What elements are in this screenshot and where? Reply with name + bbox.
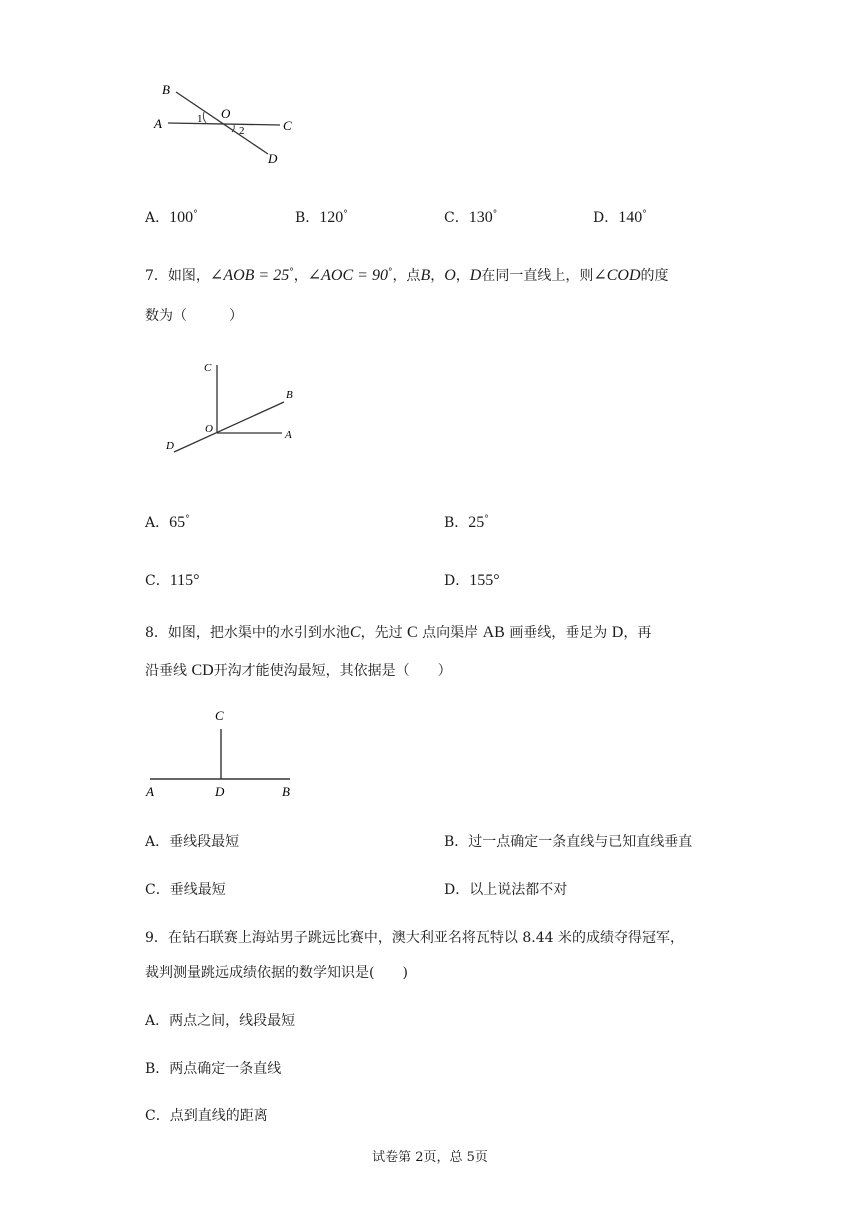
arc-angle1 bbox=[203, 112, 206, 123]
q7-option-a[interactable] bbox=[145, 512, 190, 532]
q8-option-d[interactable]: D．以上说法都不对 bbox=[444, 882, 568, 898]
q9-option-a[interactable]: A．两点之间，线段最短 bbox=[145, 1013, 296, 1029]
segment-cd: CD bbox=[191, 662, 214, 679]
option-value: 65 bbox=[169, 514, 186, 531]
text: 点向渠岸 bbox=[422, 625, 479, 641]
option-letter: D． bbox=[593, 210, 619, 226]
line-bd bbox=[174, 402, 284, 452]
text: ，再 bbox=[623, 625, 652, 641]
text: 沿垂线 bbox=[145, 663, 187, 679]
option-value: 25 bbox=[468, 514, 485, 531]
q9-stem-line1: 9．在钻石联赛上海站男子跳远比赛中，澳大利亚名将瓦特以 8.44 米的成绩夺得冠军， bbox=[145, 930, 684, 946]
label-b: B bbox=[286, 389, 293, 401]
math-angle-aoc: ∠AOC = 90 bbox=[307, 267, 388, 284]
label-d: D bbox=[166, 440, 174, 452]
option-letter: A． bbox=[145, 515, 170, 531]
q6-option-c[interactable] bbox=[444, 207, 497, 227]
text: ，先过 bbox=[360, 625, 403, 641]
point-c-italic: C bbox=[349, 624, 361, 641]
option-letter: B． bbox=[444, 515, 469, 531]
label-b: B bbox=[162, 82, 170, 97]
q6-option-b[interactable] bbox=[295, 207, 348, 227]
figure-q6-intersecting-lines bbox=[140, 72, 310, 172]
math-angle-aob: ∠AOB = 25 bbox=[209, 267, 290, 284]
text: ，点 bbox=[392, 268, 421, 284]
text: ， bbox=[293, 268, 308, 284]
text: 的度 bbox=[640, 268, 669, 284]
option-letter: D． bbox=[444, 573, 470, 589]
text: ， bbox=[455, 268, 470, 284]
point-c: C bbox=[407, 624, 418, 641]
text: ， bbox=[430, 268, 445, 284]
point-d: D bbox=[469, 267, 482, 284]
q8-option-a[interactable]: A．垂线段最短 bbox=[145, 834, 240, 850]
label-a: A bbox=[285, 429, 292, 441]
option-value: 120 bbox=[319, 209, 344, 226]
question-number: 8． bbox=[145, 625, 168, 641]
q7-option-c[interactable] bbox=[145, 570, 200, 590]
text: 如图， bbox=[167, 268, 210, 284]
degree-sign: ° bbox=[343, 209, 348, 220]
option-value: 115° bbox=[169, 572, 200, 589]
option-letter: C． bbox=[145, 573, 170, 589]
label-d: D bbox=[268, 151, 278, 166]
q9-stem-line2: 裁判测量跳远成绩依据的数学知识是( ) bbox=[145, 965, 408, 981]
label-c: C bbox=[204, 362, 212, 374]
math-angle-cod: ∠COD bbox=[593, 267, 641, 284]
label-a: A bbox=[146, 784, 154, 799]
degree-sign: ° bbox=[289, 267, 294, 278]
q6-option-d[interactable] bbox=[593, 207, 647, 227]
degree-sign: ° bbox=[387, 267, 393, 278]
q8-option-b[interactable]: B．过一点确定一条直线与已知直线垂直 bbox=[444, 834, 693, 850]
q9-option-b[interactable]: B．两点确定一条直线 bbox=[145, 1061, 282, 1077]
q7-option-d[interactable] bbox=[444, 570, 500, 590]
point-d: D bbox=[611, 624, 624, 641]
label-o: O bbox=[221, 106, 231, 121]
q8-option-c[interactable]: C．垂线最短 bbox=[145, 882, 226, 898]
text: 如图，把水渠中的水引到水池 bbox=[167, 625, 350, 641]
option-value: 130 bbox=[468, 209, 493, 226]
option-value: 155° bbox=[469, 572, 500, 589]
q7-stem-line2: 数为（ ） bbox=[145, 308, 243, 324]
option-value: 100 bbox=[169, 209, 194, 226]
label-a: A bbox=[154, 116, 162, 131]
page-footer: 试卷第 2页，总 5页 bbox=[372, 1150, 488, 1165]
label-c: C bbox=[215, 708, 224, 723]
label-c: C bbox=[283, 118, 292, 133]
figure-q8-perpendicular bbox=[140, 705, 310, 800]
option-letter: B． bbox=[295, 210, 320, 226]
figure-q7-angles bbox=[160, 355, 310, 460]
q8-stem-line2 bbox=[145, 660, 452, 680]
q7-option-b[interactable] bbox=[444, 512, 489, 532]
text: 在同一直线上，则 bbox=[481, 268, 594, 284]
point-o: O bbox=[444, 267, 456, 284]
option-value: 140 bbox=[618, 209, 643, 226]
degree-sign: ° bbox=[185, 514, 190, 525]
point-b: B bbox=[420, 267, 431, 284]
option-letter: A． bbox=[145, 210, 170, 226]
label-d: D bbox=[215, 784, 225, 799]
label-angle1: 1 bbox=[197, 113, 203, 125]
text: 开沟才能使沟最短，其依据是（ ） bbox=[213, 663, 452, 679]
degree-sign: ° bbox=[193, 209, 198, 220]
question-number: 7． bbox=[145, 268, 168, 284]
option-letter: C． bbox=[444, 210, 469, 226]
label-o: O bbox=[205, 423, 213, 435]
label-angle2: 2 bbox=[239, 125, 245, 137]
q8-stem-line1 bbox=[145, 622, 651, 642]
label-b: B bbox=[282, 784, 290, 799]
degree-sign: ° bbox=[492, 209, 498, 220]
degree-sign: ° bbox=[642, 209, 647, 220]
segment-ab: AB bbox=[482, 624, 505, 641]
text: 画垂线，垂足为 bbox=[509, 625, 608, 641]
q9-option-c[interactable]: C．点到直线的距离 bbox=[145, 1108, 268, 1124]
q7-stem-line1 bbox=[145, 265, 669, 285]
q6-option-a[interactable] bbox=[145, 207, 198, 227]
degree-sign: ° bbox=[484, 514, 489, 525]
